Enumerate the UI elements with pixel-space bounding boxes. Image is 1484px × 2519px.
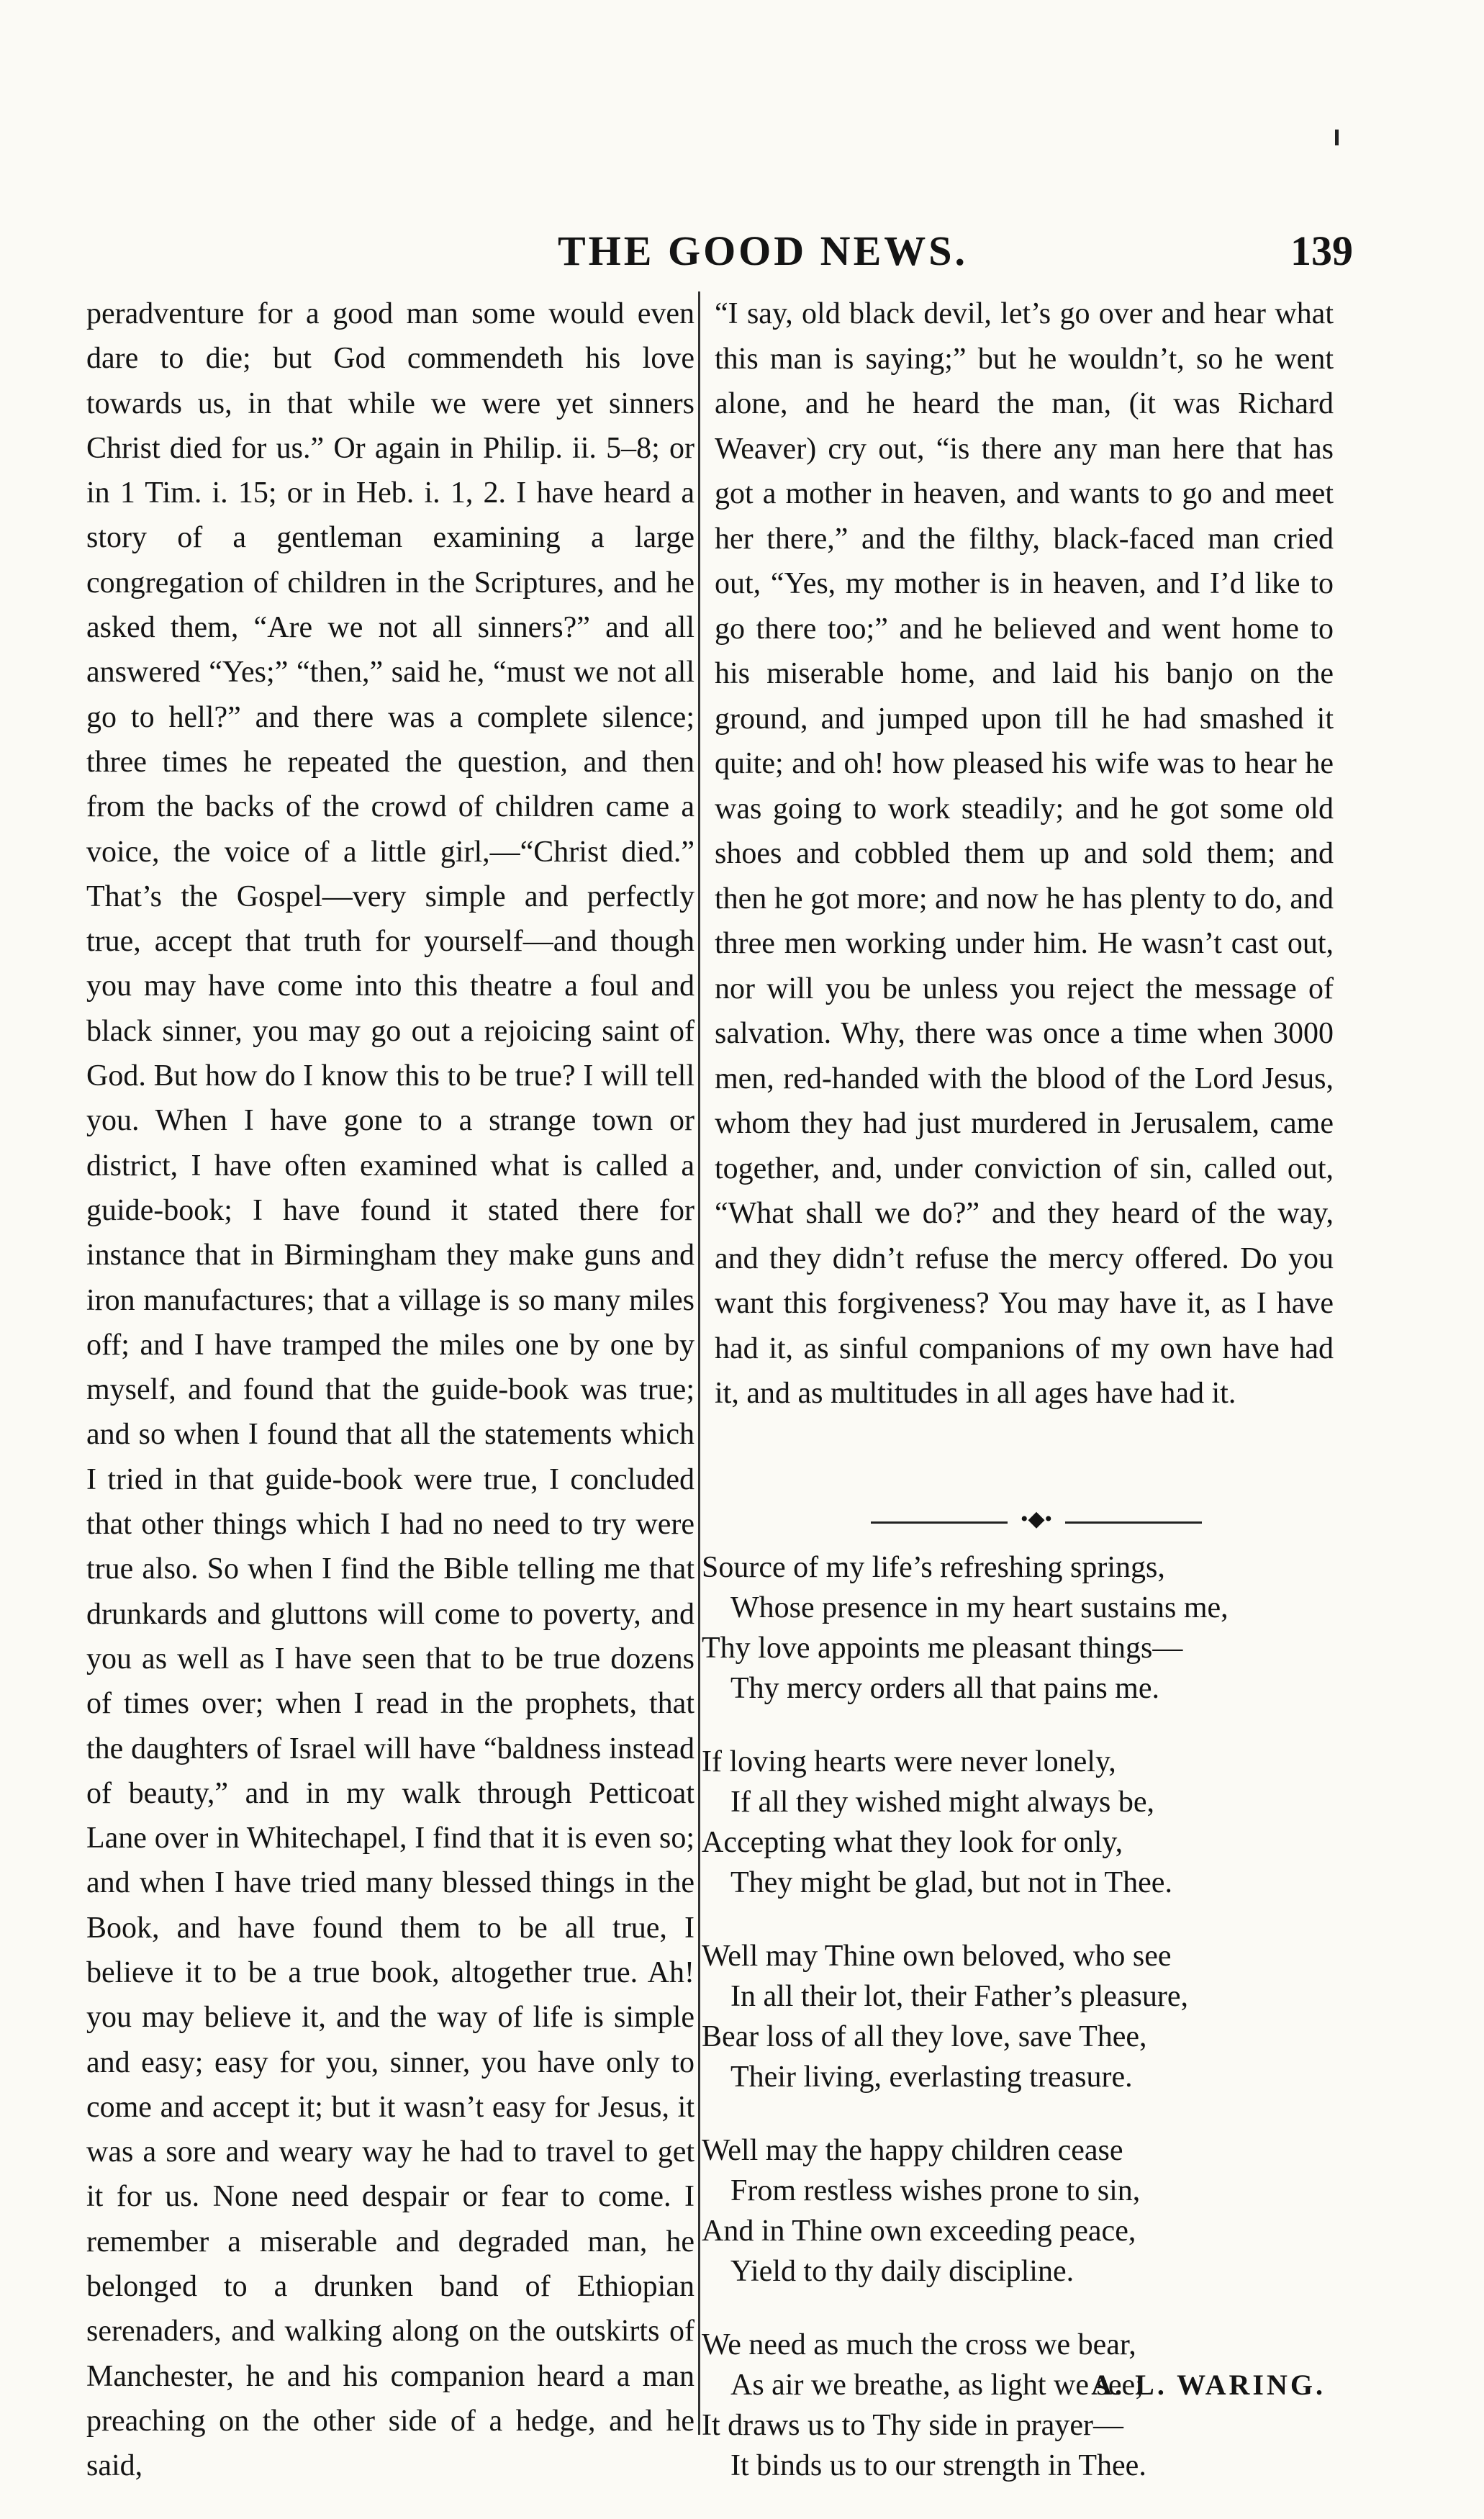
- poem-stanza: [702, 1547, 1349, 1709]
- poem-line: If all they wished might always be,: [730, 1786, 1155, 1819]
- page-number: 139: [1290, 227, 1353, 274]
- poem-line: Yield to thy daily discipline.: [730, 2255, 1074, 2288]
- poem-line: Their living, everlasting treasure.: [730, 2061, 1133, 2094]
- poem-line: We need as much the cross we bear,: [702, 2328, 1136, 2361]
- left-column: [86, 291, 695, 2489]
- poem-stanza: [702, 2325, 1349, 2486]
- poem-line: Well may Thine own beloved, who see: [702, 1940, 1172, 1973]
- poem-line: Well may the happy children cease: [702, 2134, 1123, 2167]
- poem-line: Thy love appoints me pleasant things—: [702, 1632, 1183, 1665]
- poem-line: In all their lot, their Father’s pleasure,: [730, 1980, 1189, 2013]
- right-column-paragraph: “I say, old black devil, let’s go over and hear what this man is saying;” but he wouldn’t, so he went alone, and he heard the man, (it was Richard Weaver) cry out, “is there any man here that has got a mother in heaven, and wants to go and meet her there,” and the filthy, black-faced man cried out, “Yes, my mother is in heaven, and I’d like to go there too;” and he believed and went home to his miserable home, and laid his banjo on the ground, and jumped upon till he had smashed it quite; and oh! how pleased his wife was to hear he was going to work steadily; and he got some old shoes and cobbled them up and sold them; and then he got more; and now he has plenty to do, and three men working under him. He wasn’t cast out, nor will you be unless you reject the message of salvation. Why, there was once a time when 3000 men, red-handed with the blood of the Lord Jesus, whom they had just murdered in Jerusalem, came together, and, under conviction of sin, called out, “What shall we do?” and they heard of the way, and they didn’t refuse the mercy offered. Do you want this forgiveness? You may have it, as I have had it, as sinful companions of my own have had it, and as multitudes in all ages have had it.: [715, 297, 1334, 1410]
- poem-line: It draws us to Thy side in prayer—: [702, 2409, 1123, 2442]
- ornament-dots-icon: •◆•: [1008, 1505, 1065, 1534]
- margin-mark: [1335, 130, 1339, 145]
- poem-line: If loving hearts were never lonely,: [702, 1745, 1116, 1778]
- page-header: [94, 227, 1360, 284]
- right-column: [715, 291, 1334, 1416]
- poem-signature: A. L. WARING.: [1091, 2369, 1326, 2401]
- poem-line: Accepting what they look for only,: [702, 1826, 1123, 1859]
- poem-line: It binds us to our strength in Thee.: [730, 2449, 1146, 2482]
- poem-stanza: [702, 1742, 1349, 1903]
- poem-line: Bear loss of all they love, save Thee,: [702, 2020, 1147, 2053]
- poem-line: As air we breathe, as light we see;: [730, 2369, 1144, 2402]
- poem-stanza: [702, 2130, 1349, 2292]
- left-column-paragraph: peradventure for a good man some would even dare to die; but God commendeth his love towards us, in that while we were yet sinners Christ died for us.” Or again in Philip. ii. 5–8; or in 1 Tim. i. 15; or in Heb. i. 1, 2. I have heard a story of a gentleman examining a large congregation of children in the Scriptures, and he asked them, “Are we not all sinners?” and all answered “Yes;” “then,” said he, “must we not all go to hell?” and there was a complete silence; three times he repeated the question, and then from the backs of the crowd of children came a voice, the voice of a little girl,—“Christ died.” That’s the Gospel—very simple and perfectly true, accept that truth for yourself—and though you may have come into this theatre a foul and black sinner, you may go out a rejoicing saint of God. But how do I know this to be true? I will tell you. When I have gone to a strange town or district, I have often examined what is called a guide-book; I have found it stated there for instance that in Birmingham they make guns and iron manufactures; that a village is so many miles off; and I have tramped the miles one by one by myself, and found that the guide-book was true; and so when I found that all the statements which I tried in that guide-book were true, I concluded that other things which I had no need to try were true also. So when I find the Bible telling me that drunkards and gluttons will come to poverty, and you as well as I have seen that to be true dozens of times over; when I read in the prophets, that the daughters of Israel will have “baldness instead of beauty,” and in my walk through Petticoat Lane over in Whitechapel, I find that it is even so; and when I have tried many blessed things in the Book, and have found them to be all true, I believe it to be a true book, altogether true. Ah! you may believe it, and the way of life is simple and easy; easy for you, sinner, you have only to come and accept it; but it wasn’t easy for Jesus, it was a sore and weary way he had to travel to get it for us. None need despair or fear to come. I remember a miserable and degraded man, he belonged to a drunken band of Ethiopian serenaders, and walking along on the outskirts of Manchester, he and his companion heard a man preaching on the other side of a hedge, and he said,: [86, 297, 695, 2483]
- poem-line: From restless wishes prone to sin,: [730, 2174, 1141, 2207]
- poem-line: They might be glad, but not in Thee.: [730, 1866, 1172, 1899]
- poem-line: And in Thine own exceeding peace,: [702, 2215, 1136, 2248]
- column-rule: [698, 291, 700, 2435]
- poem-stanza: [702, 1936, 1349, 2097]
- poem-line: Whose presence in my heart sustains me,: [730, 1591, 1229, 1624]
- poem-line: Source of my life’s refreshing springs,: [702, 1551, 1165, 1584]
- section-ornament: [871, 1507, 1202, 1531]
- running-head: THE GOOD NEWS.: [557, 227, 969, 274]
- poem-line: Thy mercy orders all that pains me.: [730, 1672, 1159, 1705]
